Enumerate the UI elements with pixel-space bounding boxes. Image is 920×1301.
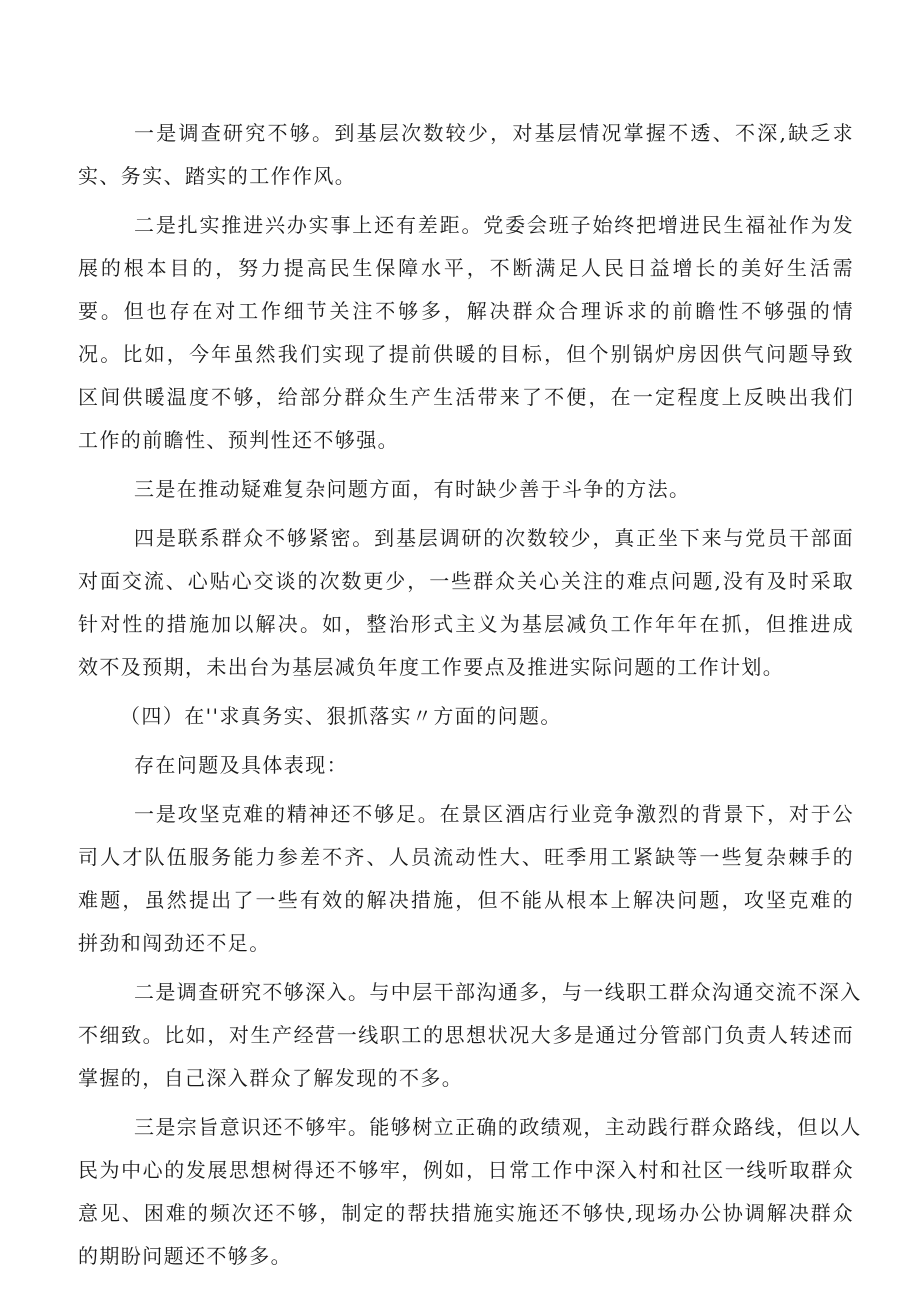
paragraph-line: 三是在推动疑难复杂问题方面，有时缺少善于斗争的方法。 xyxy=(134,477,691,501)
paragraph xyxy=(78,971,862,1100)
paragraph xyxy=(78,204,854,462)
paragraph-line: 要。但也存在对工作细节关注不够多，解决群众合理诉求的前瞻性不够强的情 xyxy=(78,299,854,323)
section-heading-text: （四）在''求真务实、狠抓落实〃方面的问题。 xyxy=(120,704,562,728)
paragraph-line: 针对性的措施加以解决。如，整治形式主义为基层减负工作年年在抓，但推进成 xyxy=(78,612,854,636)
paragraph-line: 难题，虽然提出了一些有效的解决措施，但不能从根本上解决问题，攻坚克难的 xyxy=(78,888,854,912)
paragraph-line: 况。比如，今年虽然我们实现了提前供暖的目标，但个别锅炉房因供气问题导致 xyxy=(78,342,854,366)
document-body xyxy=(78,112,862,1278)
paragraph-line: 掌握的，自己深入群众了解发现的不多。 xyxy=(78,1066,464,1090)
paragraph-line: 三是宗旨意识还不够牢。能够树立正确的政绩观，主动践行群众路线，但以人 xyxy=(134,1115,862,1139)
paragraph xyxy=(78,744,854,787)
paragraph-line: 四是联系群众不够紧密。到基层调研的次数较少，真正坐下来与党员干部面 xyxy=(134,526,854,550)
paragraph-line: 二是扎实推进兴办实事上还有差距。党委会班子始终把增进民生福祉作为发 xyxy=(134,213,854,237)
paragraph-line: 不细致。比如，对生产经营一线职工的思想状况大多是通过分管部门负责人转述而 xyxy=(78,1023,854,1047)
paragraph xyxy=(78,1106,862,1278)
paragraph-line: 实、务实、踏实的工作作风。 xyxy=(78,164,357,188)
paragraph-line: 工作的前瞻性、预判性还不够强。 xyxy=(78,428,399,452)
section-heading xyxy=(78,695,854,738)
paragraph xyxy=(78,793,854,965)
paragraph-line: 民为中心的发展思想树得还不够牢，例如，日常工作中深入村和社区一线听取群众 xyxy=(78,1158,854,1182)
paragraph xyxy=(78,468,854,511)
paragraph-line: 效不及预期，未出台为基层减负年度工作要点及推进实际问题的工作计划。 xyxy=(78,655,785,679)
paragraph-line: 司人才队伍服务能力参差不齐、人员流动性大、旺季用工紧缺等一些复杂棘手的 xyxy=(78,845,854,869)
paragraph-line: 一是攻坚克难的精神还不够足。在景区酒店行业竞争激烈的背景下，对于公 xyxy=(134,802,854,826)
paragraph xyxy=(78,517,854,689)
paragraph-line: 存在问题及具体表现： xyxy=(134,753,348,777)
paragraph-line: 对面交流、心贴心交谈的次数更少，一些群众关心关注的难点问题,没有及时采取 xyxy=(78,569,854,593)
paragraph-line: 意见、困难的频次还不够，制定的帮扶措施实施还不够快,现场办公协调解决群众 xyxy=(78,1201,854,1225)
paragraph-line: 展的根本目的，努力提高民生保障水平，不断满足人民日益增长的美好生活需 xyxy=(78,256,854,280)
paragraph-line: 二是调查研究不够深入。与中层干部沟通多，与一线职工群众沟通交流不深入 xyxy=(134,980,862,1004)
paragraph-line: 拼劲和闯劲还不足。 xyxy=(78,931,271,955)
paragraph-line: 的期盼问题还不够多。 xyxy=(78,1244,292,1268)
paragraph-line: 一是调查研究不够。到基层次数较少，对基层情况掌握不透、不深,缺乏求 xyxy=(134,121,854,145)
paragraph-line: 区间供暖温度不够，给部分群众生产生活带来了不便，在一定程度上反映出我们 xyxy=(78,385,854,409)
paragraph xyxy=(78,112,854,198)
